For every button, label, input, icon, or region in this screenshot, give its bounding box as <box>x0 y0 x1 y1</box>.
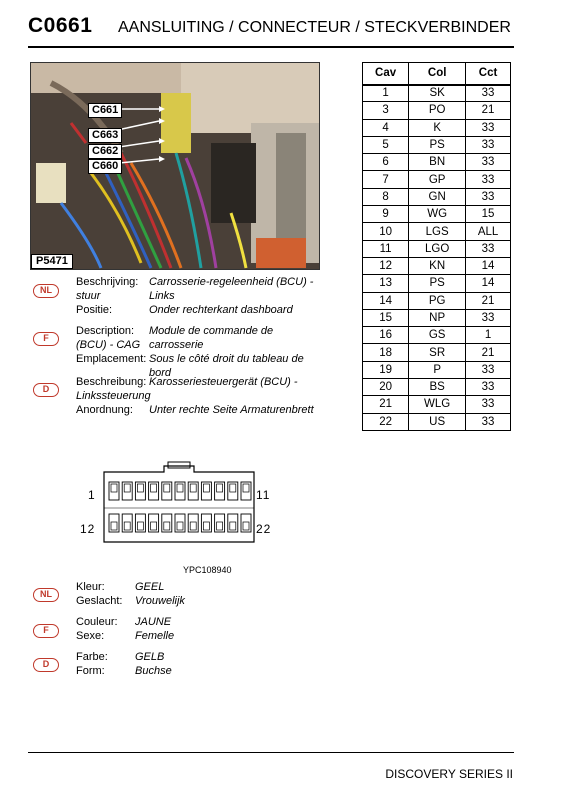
callout-c662: C662 <box>88 144 122 159</box>
cell-cav: 16 <box>363 327 409 344</box>
connector-cavity <box>135 482 145 500</box>
cell-col: US <box>409 413 466 430</box>
photo-label: P5471 <box>31 254 73 269</box>
table-row <box>363 171 511 188</box>
cell-col: PS <box>409 136 466 153</box>
footer-rule <box>28 752 514 753</box>
cell-cav: 6 <box>363 154 409 171</box>
page-title: AANSLUITING / CONNECTEUR / STECKVERBINDER <box>118 19 511 36</box>
cell-cav: 18 <box>363 344 409 361</box>
connector-cavity <box>228 514 238 532</box>
gender-key: Geslacht: <box>76 595 123 607</box>
callout-c660: C660 <box>88 159 122 174</box>
connector-cavity <box>215 514 225 532</box>
color-value: GEEL <box>135 581 165 593</box>
cell-cav: 10 <box>363 223 409 240</box>
desc-value: Carrosserie-regeleenheid (BCU) - Links <box>149 276 314 302</box>
cell-col: WG <box>409 206 466 223</box>
table-row <box>363 257 511 274</box>
connector-cavity <box>122 514 132 532</box>
cell-col: BN <box>409 154 466 171</box>
cell-cav: 7 <box>363 171 409 188</box>
connector-cavity <box>228 482 238 500</box>
pinout-table <box>362 62 511 431</box>
cell-col: NP <box>409 309 466 326</box>
connector-cavity <box>175 514 185 532</box>
pin-label-12: 12 <box>80 522 96 536</box>
cell-cct: 33 <box>466 154 511 171</box>
cell-col: P <box>409 361 466 378</box>
cell-cav: 22 <box>363 413 409 430</box>
cell-col: K <box>409 119 466 136</box>
part-number: YPC108940 <box>183 565 232 575</box>
table-row <box>363 188 511 205</box>
cell-cav: 3 <box>363 102 409 119</box>
desc-value: Karosseriesteuergerät (BCU) - <box>149 376 298 388</box>
cell-cct: 33 <box>466 85 511 102</box>
gender-key: Form: <box>76 665 105 677</box>
cell-cav: 9 <box>363 206 409 223</box>
table-row <box>363 136 511 153</box>
color-value: JAUNE <box>135 616 172 628</box>
description-nl <box>76 275 326 317</box>
col-header-col: Col <box>409 63 466 85</box>
cell-cct: ALL <box>466 223 511 240</box>
cell-cav: 1 <box>363 85 409 102</box>
table-row <box>363 361 511 378</box>
table-header-row <box>363 63 511 85</box>
cell-cav: 20 <box>363 379 409 396</box>
table-row <box>363 206 511 223</box>
badge-nl: NL <box>33 284 59 298</box>
cell-cav: 21 <box>363 396 409 413</box>
desc-key: Beschreibung: <box>76 376 147 388</box>
connector-face <box>82 458 282 558</box>
table-row <box>363 119 511 136</box>
cell-cct: 33 <box>466 413 511 430</box>
color-key: Kleur: <box>76 581 105 593</box>
cell-cav: 15 <box>363 309 409 326</box>
table-row <box>363 154 511 171</box>
color-key: Farbe: <box>76 651 108 663</box>
cell-col: PS <box>409 275 466 292</box>
cell-cav: 12 <box>363 257 409 274</box>
connector-cavity <box>122 482 132 500</box>
connector-cavity <box>162 514 172 532</box>
gender-value: Buchse <box>135 665 172 677</box>
cell-col: GS <box>409 327 466 344</box>
position-value: Sous le côté droit du tableau de bord <box>149 353 304 379</box>
connector-cavity <box>175 482 185 500</box>
cell-col: GP <box>409 171 466 188</box>
cell-cct: 1 <box>466 327 511 344</box>
pin-label-1: 1 <box>88 488 96 502</box>
position-key: Positie: <box>76 304 113 316</box>
col-header-cct: Cct <box>466 63 511 85</box>
cell-cav: 11 <box>363 240 409 257</box>
callout-c661: C661 <box>88 103 122 118</box>
table-row <box>363 275 511 292</box>
cell-col: SK <box>409 85 466 102</box>
callout-c663: C663 <box>88 128 122 143</box>
cell-cct: 14 <box>466 257 511 274</box>
table-row <box>363 85 511 102</box>
connector-cavity <box>135 514 145 532</box>
cell-col: SR <box>409 344 466 361</box>
color-info-f <box>76 615 326 643</box>
connector-cavity <box>149 514 159 532</box>
connector-cavity <box>188 482 198 500</box>
cell-col: KN <box>409 257 466 274</box>
connector-cavity <box>215 482 225 500</box>
connector-cavity <box>201 482 211 500</box>
cell-cct: 33 <box>466 136 511 153</box>
description-d <box>76 375 326 417</box>
desc-value-cont: stuur <box>76 290 101 302</box>
header-rule <box>28 46 514 48</box>
connector-cavity <box>162 482 172 500</box>
cell-col: PO <box>409 102 466 119</box>
badge-d: D <box>33 383 59 397</box>
cell-col: LGS <box>409 223 466 240</box>
pin-label-11: 11 <box>256 488 271 502</box>
cell-cct: 33 <box>466 119 511 136</box>
cell-cct: 33 <box>466 309 511 326</box>
badge-d: D <box>33 658 59 672</box>
color-key: Couleur: <box>76 616 118 628</box>
desc-key: Beschrijving: <box>76 276 139 288</box>
desc-value-cont: Linkssteuerung <box>76 390 151 402</box>
table-row <box>363 309 511 326</box>
connector-code: C0661 <box>28 14 93 37</box>
table-row <box>363 240 511 257</box>
cell-col: WLG <box>409 396 466 413</box>
footer-model: DISCOVERY SERIES II <box>385 767 513 781</box>
cell-cav: 19 <box>363 361 409 378</box>
cell-cav: 5 <box>363 136 409 153</box>
badge-f: F <box>33 624 59 638</box>
connector-cavity <box>109 514 119 532</box>
desc-value-cont: (BCU) - CAG <box>76 339 141 351</box>
connector-cavity <box>109 482 119 500</box>
badge-f: F <box>33 332 59 346</box>
cell-col: PG <box>409 292 466 309</box>
position-key: Emplacement: <box>76 353 147 365</box>
cell-cct: 33 <box>466 361 511 378</box>
cell-cav: 13 <box>363 275 409 292</box>
table-row <box>363 344 511 361</box>
cell-col: GN <box>409 188 466 205</box>
description-f <box>76 324 326 379</box>
desc-value: Module de commande de carrosserie <box>149 325 274 351</box>
table-row <box>363 413 511 430</box>
table-row <box>363 102 511 119</box>
cell-cct: 33 <box>466 379 511 396</box>
table-row <box>363 379 511 396</box>
connector-cavity <box>201 514 211 532</box>
color-info-nl <box>76 580 326 608</box>
cell-col: LGO <box>409 240 466 257</box>
connector-cavity <box>149 482 159 500</box>
cell-cct: 33 <box>466 171 511 188</box>
color-value: GELB <box>135 651 165 663</box>
table-row <box>363 396 511 413</box>
table-row <box>363 223 511 240</box>
cell-cav: 4 <box>363 119 409 136</box>
gender-value: Femelle <box>135 630 175 642</box>
connector-cavity <box>188 514 198 532</box>
cell-col: BS <box>409 379 466 396</box>
connector-cavity <box>241 514 251 532</box>
gender-key: Sexe: <box>76 630 105 642</box>
cell-cav: 8 <box>363 188 409 205</box>
pin-label-22: 22 <box>256 522 272 536</box>
position-value: Onder rechterkant dashboard <box>149 304 293 316</box>
position-key: Anordnung: <box>76 404 133 416</box>
color-info-d <box>76 650 326 678</box>
cell-cav: 14 <box>363 292 409 309</box>
connector-cavity <box>241 482 251 500</box>
badge-nl: NL <box>33 588 59 602</box>
photo-illustration <box>31 63 320 270</box>
table-row <box>363 327 511 344</box>
table-body <box>363 85 511 431</box>
gender-value: Vrouwelijk <box>135 595 185 607</box>
position-value: Unter rechte Seite Armaturenbrett <box>149 404 314 416</box>
cell-cct: 21 <box>466 102 511 119</box>
cell-cct: 33 <box>466 396 511 413</box>
page-header <box>28 14 514 44</box>
cell-cct: 21 <box>466 344 511 361</box>
cell-cct: 33 <box>466 188 511 205</box>
table-row <box>363 292 511 309</box>
location-photo <box>30 62 320 270</box>
cell-cct: 21 <box>466 292 511 309</box>
cell-cct: 15 <box>466 206 511 223</box>
cell-cct: 14 <box>466 275 511 292</box>
col-header-cav: Cav <box>363 63 409 85</box>
cell-cct: 33 <box>466 240 511 257</box>
connector-diagram <box>82 458 282 558</box>
desc-key: Description: <box>76 325 135 337</box>
